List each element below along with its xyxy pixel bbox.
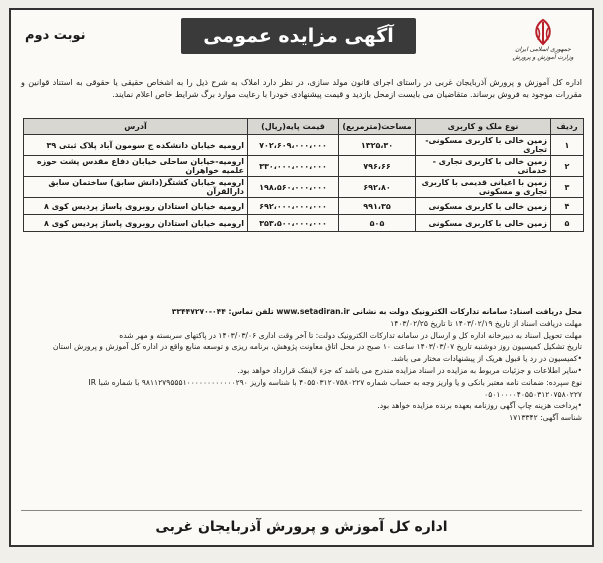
cell-area: ۵۰۵	[339, 215, 416, 232]
emblem-logo	[508, 18, 578, 62]
cell-address: ارومیه-خیابان ساحلی خیابان دفاع مقدس پشت حوزه علمیه خواهران	[24, 156, 248, 177]
cell-no: ۳	[551, 177, 584, 198]
cell-area: ۹۹۱،۳۵	[339, 198, 416, 215]
other-info-note: •سایر اطلاعات و جزئیات مربوط به مزایده در اسناد مزایده مندرج می باشد که جزء لاینفک قرارداد خواهد بود.	[237, 365, 582, 375]
cell-type: زمین خالی با کاربری مسکونی	[416, 215, 551, 232]
iran-emblem-icon	[530, 18, 556, 46]
table-row	[24, 156, 584, 177]
cell-price: ۷۰۲،۶۰۹،۰۰۰،۰۰۰	[248, 135, 339, 156]
intro-paragraph: اداره کل آموزش و پرورش آذربایجان غربی در راستای اجرای قانون مولد سازی، در نظر دارد املاک به شرح ذیل را به اشخاص حقیقی یا حقوقی به استناد قوانین و مقررات موجود به فروش برساند. متقاضیان می بایست ازمحل بازدید و قیمت پیشنهادی خودرا با رعایت موارد برگ شرایط خاص اعلام نمایند.	[21, 77, 582, 99]
cell-price: ۳۳۰،۰۰۰،۰۰۰،۰۰۰	[248, 156, 339, 177]
cell-no: ۵	[551, 215, 584, 232]
col-header-area: مساحت(مترمربع)	[339, 119, 416, 135]
table-row	[24, 135, 584, 156]
logo-line-2: وزارت آموزش و پرورش	[512, 54, 574, 61]
commission-date: تاریخ تشکیل کمیسیون روز دوشنبه تاریخ ۱۴۰۳/۰۳/۰۷ ساعت ۱۰ صبح در محل اتاق معاونت پژوهش، برنامه ریزی و توسعه منابع واقع در اداره کل آموزش و پرورش استان	[52, 342, 582, 352]
page-title: آگهی مزایده عمومی	[181, 18, 416, 54]
cell-area: ۶۹۲،۸۰	[339, 177, 416, 198]
advertisement-page	[9, 8, 594, 547]
documents-location-text: محل دریافت اسناد: سامانه تدارکات الکترونیک دولت به نشانی www.setadiran.ir تلفن تماس: ۰۴۴-۳۳۴۴۷۲۷۰	[171, 307, 582, 316]
cell-no: ۱	[551, 135, 584, 156]
table-row	[24, 215, 584, 232]
cell-no: ۲	[551, 156, 584, 177]
cell-type: زمین خالی با کاربری مسکونی-تجاری	[416, 135, 551, 156]
cell-price: ۶۹۲،۰۰۰،۰۰۰،۰۰۰	[248, 198, 339, 215]
print-cost-note: •پرداخت هزینه چاپ آگهی روزنامه بعهده برنده مزایده خواهد بود.	[377, 401, 582, 411]
footer-divider	[21, 510, 582, 511]
col-header-address: آدرس	[24, 119, 248, 135]
table-row	[24, 177, 584, 198]
cell-price: ۱۹۸،۵۶۰،۰۰۰،۰۰۰	[248, 177, 339, 198]
cell-address: ارومیه خیابان استادان روبروی پاساژ پردیس کوی ۸	[24, 198, 248, 215]
cell-price: ۳۵۳،۵۰۰،۰۰۰،۰۰۰	[248, 215, 339, 232]
cell-no: ۴	[551, 198, 584, 215]
cell-address: ارومیه خیابان کشتگر(دانش سابق) ساختمان سابق دارالقرآن	[24, 177, 248, 198]
cell-type: زمین خالی با کاربری تجاری - خدماتی	[416, 156, 551, 177]
cell-area: ۷۹۶،۶۶	[339, 156, 416, 177]
details-section	[21, 306, 582, 424]
logo-line-1: جمهوری اسلامی ایران	[515, 46, 571, 53]
cell-type: زمین با اعیانی قدیمی با کاربری تجاری و مسکونی	[416, 177, 551, 198]
ad-id: شناسه آگهی: ۱۷۱۳۳۴۲	[509, 413, 582, 423]
deposit-info: نوع سپرده: ضمانت نامه معتبر بانکی و یا واریز وجه به حساب شماره ۴۰۵۵۰۳۱۲۰۷۵۸۰۲۲۷ با شناسه واریز ۹۸۱۱۲۷۹۵۵۵۱۰۰۰۰۰۰۰۰۰۰۰۰۲۹۰ با شماره شبا IR ۰۵۰۱۰۰۰۰۴۰۵۵۰۳۱۲۰۷۵۸۰۲۲۷	[88, 377, 582, 399]
col-header-price: قیمت پایه(ریال)	[248, 119, 339, 135]
documents-location	[21, 306, 582, 318]
properties-table	[23, 118, 584, 232]
submission-deadline: مهلت تحویل اسناد به دبیرخانه اداره کل و ارسال در سامانه تدارکات الکترونیک دولت: تا آخر وقت اداری ۱۴۰۳/۰۳/۰۶ در پاکتهای سربسته و مهر شده	[119, 330, 582, 340]
table-header-row	[24, 119, 584, 135]
cell-type: زمین خالی با کاربری مسکونی	[416, 198, 551, 215]
footer-org-name: اداره کل آموزش و پرورش آذربایجان غربی	[155, 519, 448, 535]
turn-label: نوبت دوم	[25, 28, 86, 43]
col-header-type: نوع ملک و کاربری	[416, 119, 551, 135]
documents-deadline: مهلت دریافت اسناد از تاریخ ۱۴۰۳/۰۲/۱۹ تا تاریخ ۱۴۰۳/۰۲/۲۵	[390, 318, 582, 328]
col-header-no: ردیف	[551, 119, 584, 135]
cell-area: ۱۳۲۵،۳۰	[339, 135, 416, 156]
cell-address: ارومیه خیابان استادان روبروی پاساژ پردیس کوی ۸	[24, 215, 248, 232]
commission-note: •کمیسیون در رد یا قبول هریک از پیشنهادات مختار می باشد.	[390, 354, 582, 364]
cell-address: ارومیه خیابان دانشکده ج سومون آباد پلاک ثبتی ۳۹	[24, 135, 248, 156]
table-row	[24, 198, 584, 215]
